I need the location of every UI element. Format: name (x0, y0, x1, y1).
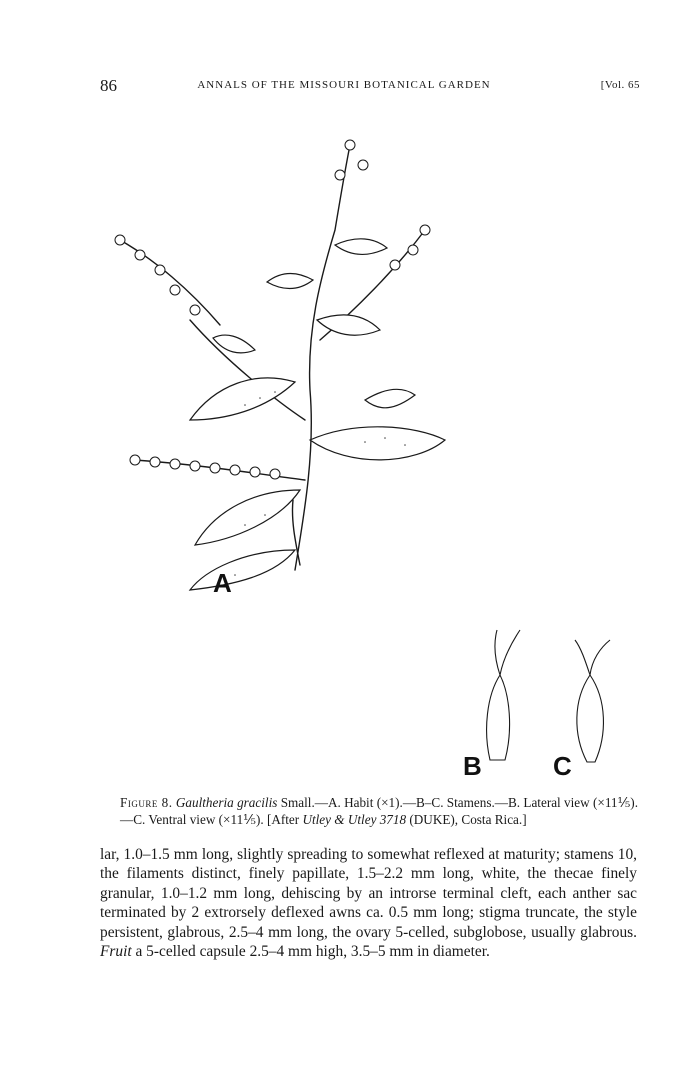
figure-number: Figure 8. (120, 795, 173, 810)
caption-location: (DUKE), Costa Rica.] (406, 812, 527, 827)
fruit-label: Fruit (100, 943, 132, 961)
main-stem (295, 145, 350, 570)
page-number: 86 (100, 76, 117, 95)
figure-label-c: C (553, 751, 572, 781)
caption-description: Small.—A. Habit (×1).—B–C. Stamens.—B. Lateral view (×11⅕).—C. Ventral view (×11⅕). [After (120, 795, 638, 827)
journal-title: ANNALS OF THE MISSOURI BOTANICAL GARDEN (197, 79, 491, 91)
figure-label-b: B (463, 751, 482, 781)
leaf-stippling (234, 391, 406, 576)
body-text (100, 845, 637, 961)
figure-label-a: A (213, 568, 232, 598)
figure-plate (95, 120, 655, 790)
running-head (0, 76, 688, 96)
botanical-illustration (95, 120, 655, 790)
body-text-part2: a 5-celled capsule 2.5–4 mm high, 3.5–5 mm in diameter. (131, 943, 490, 961)
stamen-ventral-view (575, 640, 610, 762)
paragraph (100, 845, 637, 961)
stem-base (292, 500, 300, 565)
stamen-lateral-view (487, 630, 520, 760)
body-text-part1: lar, 1.0–1.5 mm long, slightly spreading to somewhat reflexed at maturity; stamens 10, the filaments distinct, finely papillate, 1.5–2.2 mm long, white, the thecae finely granular, 1.0–1.2 mm long, dehiscing by an introrse terminal cleft, each anther sac terminated by 2 extrorsely deflexed awns ca. 0.5 mm long; stigma truncate, the style persistent, glabrous, 2.5–4 mm long, the ovary 5-celled, subglobose, usually glabrous. (100, 846, 637, 941)
species-name: Gaultheria gracilis (175, 795, 278, 810)
volume-label: [Vol. 65 (600, 79, 640, 91)
leaves (190, 239, 445, 590)
collector-reference: Utley & Utley 3718 (302, 812, 407, 827)
figure-caption (120, 794, 638, 828)
